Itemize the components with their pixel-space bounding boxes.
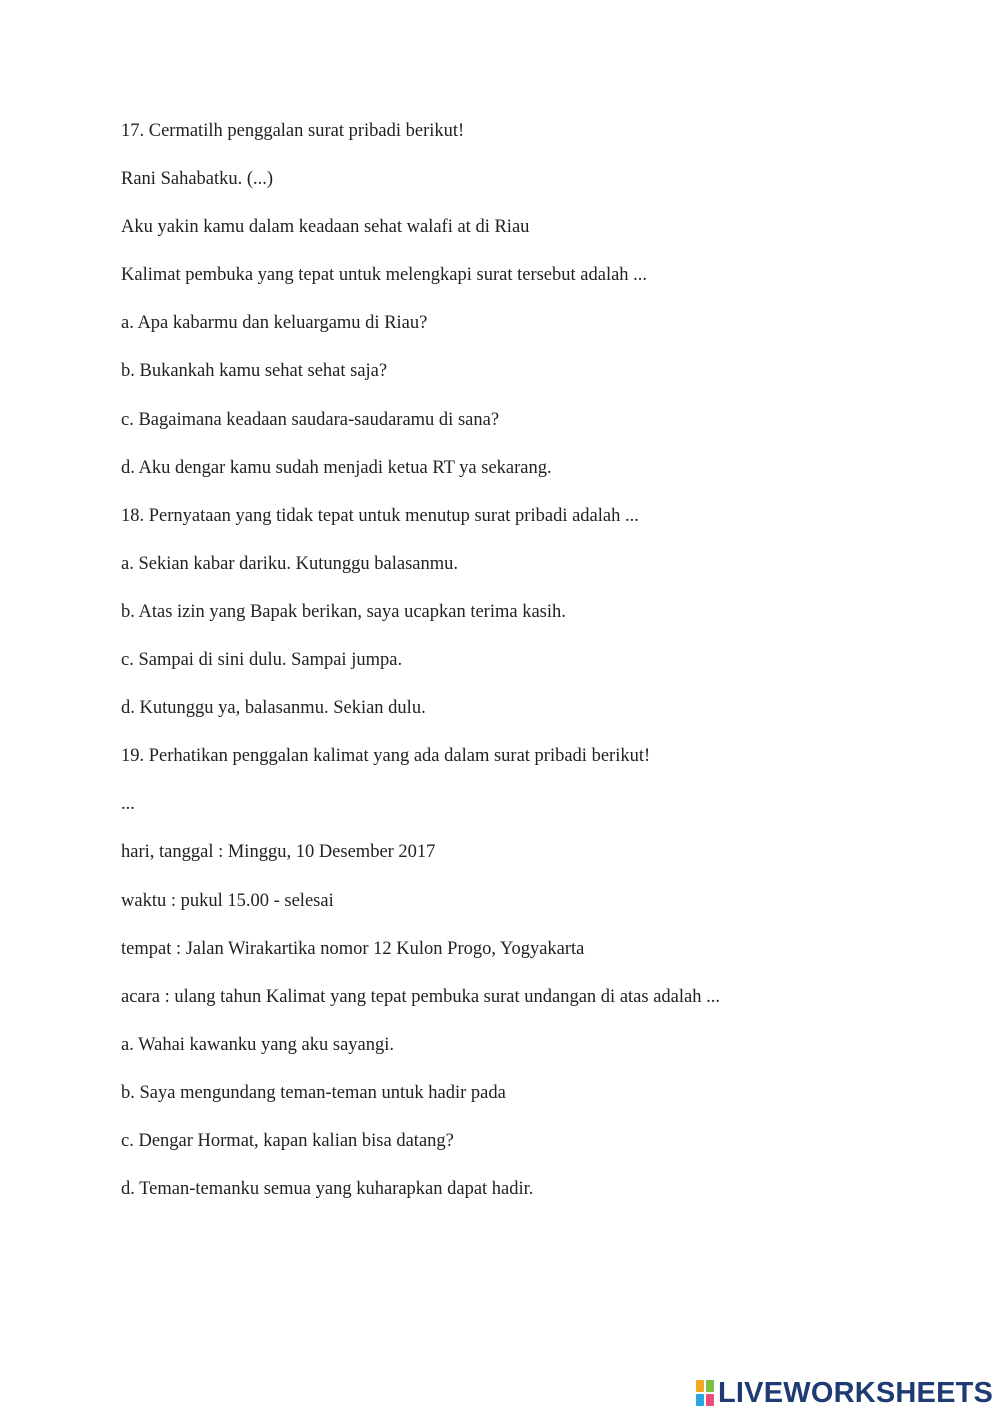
letter-greeting: Rani Sahabatku. (...) xyxy=(121,169,274,190)
q18-option-c: c. Sampai di sini dulu. Sampai jumpa. xyxy=(121,650,403,671)
invitation-date: hari, tanggal : Minggu, 10 Desember 2017 xyxy=(121,842,436,863)
question-19-stem: acara : ulang tahun Kalimat yang tepat pembuka surat undangan di atas adalah ... xyxy=(121,986,720,1007)
question-17-prompt: 17. Cermatilh penggalan surat pribadi berikut! xyxy=(121,121,465,141)
letter-body: Aku yakin kamu dalam keadaan sehat walafi at di Riau xyxy=(121,217,530,238)
question-18-stem: 18. Pernyataan yang tidak tepat untuk menutup surat pribadi adalah ... xyxy=(121,505,639,526)
question-19-prompt: 19. Perhatikan penggalan kalimat yang ada dalam surat pribadi berikut! xyxy=(121,746,651,767)
logo-square-1 xyxy=(696,1380,704,1392)
q19-option-a: a. Wahai kawanku yang aku sayangi. xyxy=(121,1034,395,1055)
logo-square-3 xyxy=(696,1394,704,1406)
invitation-place: tempat : Jalan Wirakartika nomor 12 Kulon Progo, Yogyakarta xyxy=(121,938,585,959)
q17-option-c: c. Bagaimana keadaan saudara-saudaramu di sana? xyxy=(121,409,500,430)
liveworksheets-logo xyxy=(696,1378,993,1408)
logo-icon xyxy=(696,1380,714,1406)
q19-option-c: c. Dengar Hormat, kapan kalian bisa datang? xyxy=(121,1130,454,1151)
q19-option-d: d. Teman-temanku semua yang kuharapkan dapat hadir. xyxy=(121,1179,534,1200)
q19-option-b: b. Saya mengundang teman-teman untuk hadir pada xyxy=(121,1082,506,1103)
q17-option-b: b. Bukankah kamu sehat sehat saja? xyxy=(121,361,388,382)
logo-text: LIVEWORKSHEETS xyxy=(718,1377,994,1409)
q18-option-b: b. Atas izin yang Bapak berikan, saya ucapkan terima kasih. xyxy=(121,601,566,622)
invitation-time: waktu : pukul 15.00 - selesai xyxy=(121,890,334,911)
logo-square-2 xyxy=(706,1380,714,1392)
worksheet-content xyxy=(121,119,941,1225)
ellipsis-line: ... xyxy=(121,794,135,815)
q17-option-a: a. Apa kabarmu dan keluargamu di Riau? xyxy=(121,313,428,334)
logo-square-4 xyxy=(706,1394,714,1406)
question-17-stem: Kalimat pembuka yang tepat untuk melengkapi surat tersebut adalah ... xyxy=(121,265,648,286)
q18-option-d: d. Kutunggu ya, balasanmu. Sekian dulu. xyxy=(121,698,426,719)
q18-option-a: a. Sekian kabar dariku. Kutunggu balasanmu. xyxy=(121,553,459,574)
q17-option-d: d. Aku dengar kamu sudah menjadi ketua RT ya sekarang. xyxy=(121,457,552,478)
